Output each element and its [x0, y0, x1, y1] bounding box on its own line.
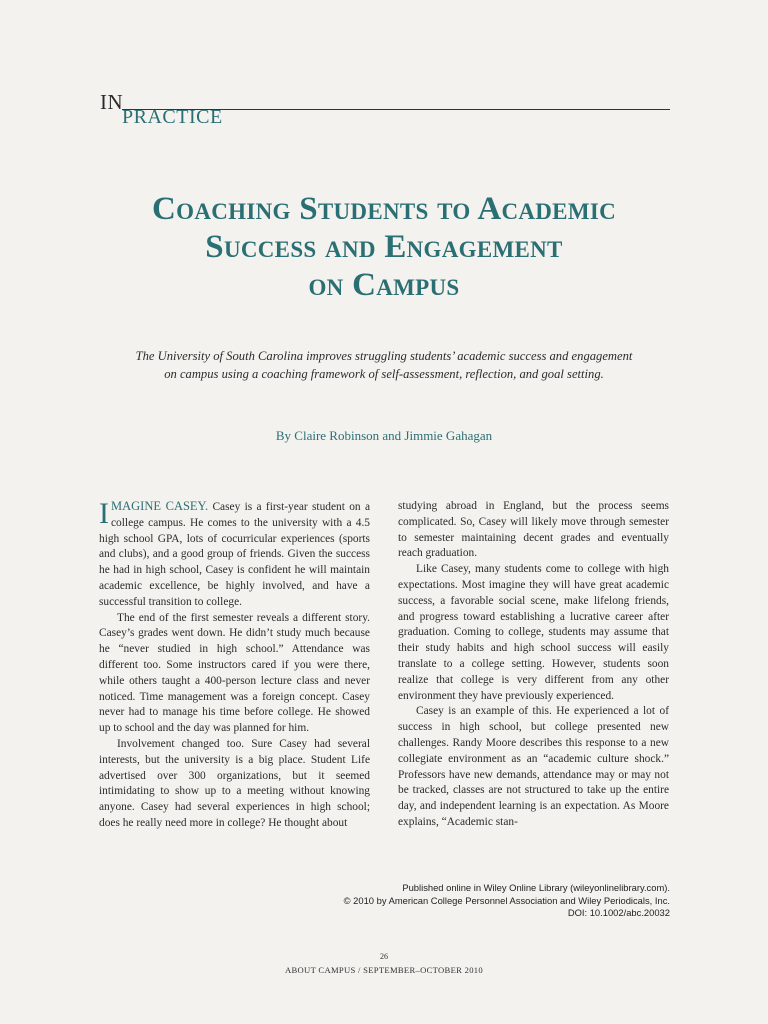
continued-paragraph: studying abroad in England, but the process seems complicated. So, Casey will likely move through semester to semester maintaining decent grades and eventually reach graduation.: [398, 500, 669, 560]
page-number: 26: [380, 952, 388, 961]
subtitle-line: The University of South Carolina improves struggling students’ academic success and engagement: [135, 349, 633, 363]
first-paragraph: [99, 499, 370, 611]
right-column: [398, 499, 669, 831]
copyright-line: © 2010 by American College Personnel Association and Wiley Periodicals, Inc.: [343, 894, 670, 906]
title-line: Coaching Students to Academic: [152, 191, 616, 227]
body-paragraph: The end of the first semester reveals a different story. Casey’s grades went down. He didn’t study much because he “never studied in high school.” Attendance was different too. Some instructors cared if you were there, while others taught a 400-person lecture class and never noticed. Time management was a foreign concept. Casey never had to manage his time before college. He showed up to school and the day was planned for him.: [99, 611, 370, 735]
department-word-practice: PRACTICE: [122, 106, 223, 128]
title-line: on Campus: [308, 267, 460, 303]
publication-line: Published online in Wiley Online Library (wileyonlinelibrary.com).: [402, 882, 670, 893]
drop-cap: I: [99, 497, 109, 530]
department-word-in: IN: [100, 90, 124, 114]
first-paragraph-text: Casey is a first-year student on a college campus. He comes to the university with a 4.5 high school GPA, lots of cocurricular experiences (sports and clubs), and a good group of friends. Given the success he had in high school, Casey is confident he will maintain academic excellence, be highly involved, and have a successful transition to college.: [99, 501, 371, 608]
article-subtitle: [104, 347, 664, 383]
article-title: [84, 190, 684, 304]
left-column: [99, 499, 370, 832]
publication-info: [270, 882, 670, 920]
subtitle-line: on campus using a coaching framework of self-assessment, reflection, and goal setting.: [164, 367, 604, 381]
journal-footer: ABOUT CAMPUS / SEPTEMBER–OCTOBER 2010: [285, 965, 483, 975]
byline: By Claire Robinson and Jimmie Gahagan: [275, 428, 493, 443]
body-paragraph: Casey is an example of this. He experienced a lot of success in high school, but college presented new challenges. Randy Moore describes this response to a new collegiate environment as an “academic culture shock.” Professors have new demands, attendance may or may not be tracked, classes are not structured to take up the entire day, and independent learning is an expectation. As Moore explains, “Academic stan-: [398, 705, 669, 828]
doi-line: DOI: 10.1002/abc.20032: [567, 907, 670, 918]
body-paragraph: Like Casey, many students come to college with high expectations. Most imagine they will have great academic success, a favorable social scene, make lifelong friends, and progress toward establishing a lucrative career after graduation. Coming to college, students may assume that their study habits and high school success will easily translate to a college setting. However, students soon realize that college is very different from any other environment they have previously experienced.: [398, 563, 669, 702]
lead-in: MAGINE CASEY.: [111, 499, 209, 513]
department-header: [100, 88, 670, 132]
title-line: Success and Engagement: [205, 229, 563, 265]
body-paragraph: Involvement changed too. Sure Casey had several interests, but the university is a big place. Student Life advertised over 300 organizations, but it seemed intimidating to show up to a meeting without knowing anyone. Casey had several experiences in high school; does he really need more in college? He thought about: [99, 737, 370, 829]
